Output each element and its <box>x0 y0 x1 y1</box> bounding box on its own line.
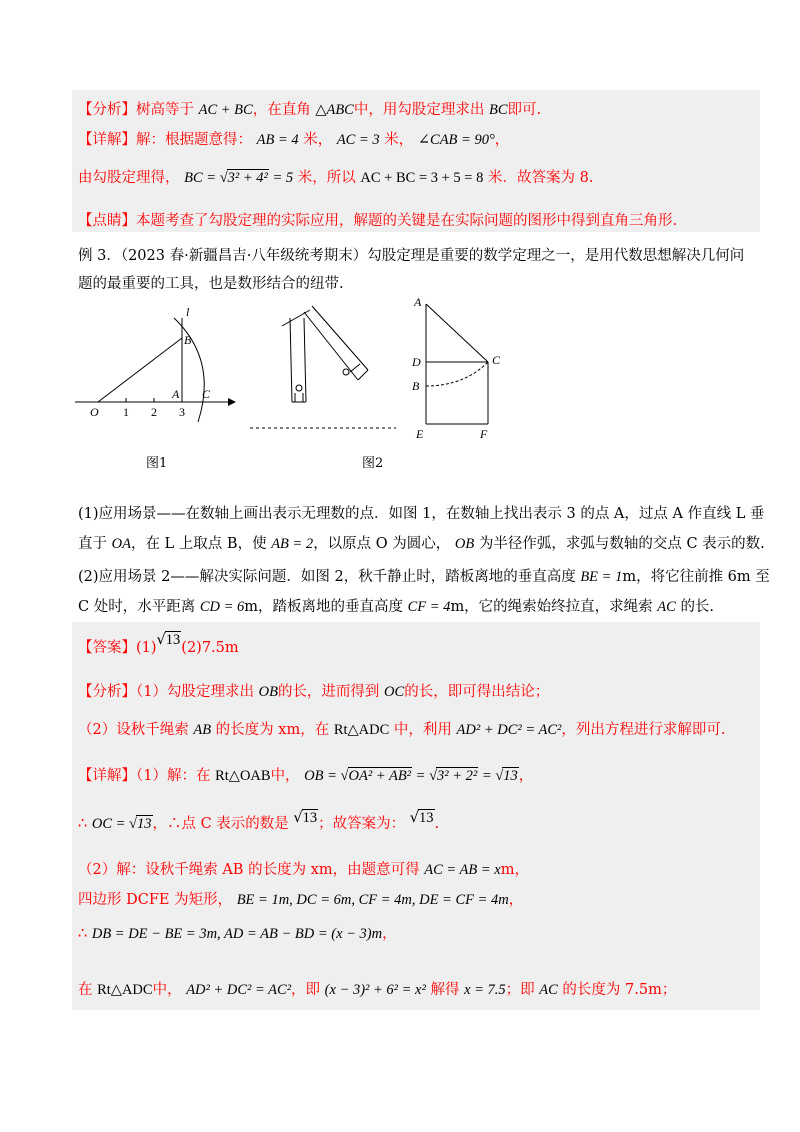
label-2: 2 <box>151 405 157 419</box>
rope-right <box>304 318 306 402</box>
question-1-line-1: (1)应用场景——在数轴上画出表示无理数的点．如图 1，在数轴上找出表示 3 的点 A，过点 A 作直线 L 垂 <box>78 506 765 522</box>
figure-1-caption: 图1 <box>146 456 168 471</box>
segment-OB <box>98 338 182 402</box>
detail2-tag: 【详解】 <box>78 768 136 784</box>
detail2-line-1: 【详解】（1）解：在 Rt△OAB中， OB = √OA² + AB² = √3² + 2² = √13， <box>78 768 534 784</box>
question-2-line-1: (2)应用场景 2——解决实际问题．如图 2，秋千静止时，踏板离地的垂直高度 BE = 1m，将它往前推 6m 至 <box>78 569 770 585</box>
example-line-1: 例 3．（2023 春·新疆昌吉·八年级统考期末）勾股定理是重要的数学定理之一，是用代数思想解决几何问 <box>78 248 745 264</box>
segment-AC <box>426 304 488 362</box>
analysis2-line-1: 【分析】（1）勾股定理求出 OB的长，进而得到 OC的长，即可得出结论； <box>78 684 550 700</box>
comment-line: 【点睛】本题考查了勾股定理的实际应用，解题的关键是在实际问题的图形中得到直角三角形. <box>78 213 678 229</box>
label-B: B <box>412 379 420 393</box>
example-line-2: 题的最重要的工具，也是数形结合的纽带. <box>78 276 344 292</box>
figure-3-model <box>408 294 508 444</box>
analysis-tag: 【分析】 <box>78 102 136 118</box>
label-l: l <box>186 305 190 319</box>
analysis2-line-2: （2）设秋千绳索 AB 的长度为 xm，在 Rt△ADC 中，利用 AD² + DC² = AC²，列出方程进行求解即可. <box>78 722 726 738</box>
label-1: 1 <box>123 405 129 419</box>
label-C: C <box>202 387 211 401</box>
detail2-line-4: 四边形 DCFE 为矩形， BE = 1m, DC = 6m, CF = 4m, DE = CF = 4m， <box>78 892 524 908</box>
axis-arrow <box>228 398 236 406</box>
detail-line-1: 【详解】解：根据题意得： AB = 4 米， AC = 3 米， ∠CAB = 90°， <box>78 132 510 148</box>
answer-line: 【答案】(1)√13(2)7.5m <box>78 632 239 656</box>
comment-tag: 【点睛】 <box>78 213 136 229</box>
figure-2-caption: 图2 <box>362 456 384 471</box>
rope-pushed-2 <box>312 306 368 370</box>
label-F: F <box>480 427 488 441</box>
answer-tag: 【答案】 <box>78 640 136 656</box>
question-2-line-2: C 处时，水平距离 CD = 6m，踏板离地的垂直高度 CF = 4m，它的绳索始终拉直，求绳索 AC 的长. <box>78 599 715 615</box>
detail2-line-5: ∴ DB = DE − BE = 3m, AD = AB − BD = (x − 3)m， <box>78 926 397 942</box>
label-A: A <box>172 387 180 401</box>
question-1-line-2: 直于 OA，在 L 上取点 B，使 AB = 2，以原点 O 为圆心， OB 为半径作弧，求弧与数轴的交点 C 表示的数. <box>78 536 765 552</box>
figure-1-number-line <box>70 298 240 438</box>
label-O: O <box>90 405 99 419</box>
label-C: C <box>492 353 501 367</box>
detail-tag: 【详解】 <box>78 132 136 148</box>
label-A: A <box>414 295 422 309</box>
rope-pushed-1 <box>304 312 358 380</box>
label-D: D <box>412 355 421 369</box>
label-B: B <box>184 333 192 347</box>
detail2-line-2: ∴ OC = √13，∴点 C 表示的数是 √13；故答案为： √13. <box>78 810 440 832</box>
detail2-line-6: 在 Rt△ADC中， AD² + DC² = AC²，即 (x − 3)² + 6² = x² 解得 x = 7.5；即 AC 的长度为 7.5m； <box>78 982 677 998</box>
rope-left <box>290 318 292 402</box>
detail-line-2: 由勾股定理得， BC = √3² + 4² = 5 米，所以 AC + BC = 3 + 5 = 8 米．故答案为 8. <box>78 170 594 186</box>
figure-2-swing <box>246 298 406 438</box>
detail2-line-3: （2）解：设秋千绳索 AB 的长度为 xm，由题意可得 AC = AB = xm， <box>78 862 529 878</box>
analysis2-tag: 【分析】 <box>78 684 136 700</box>
analysis-line: 【分析】树高等于 AC + BC，在直角 △ABC中，用勾股定理求出 BC即可. <box>78 102 542 118</box>
dashed-arc <box>426 362 488 386</box>
label-E: E <box>416 427 424 441</box>
label-3: 3 <box>179 405 185 419</box>
